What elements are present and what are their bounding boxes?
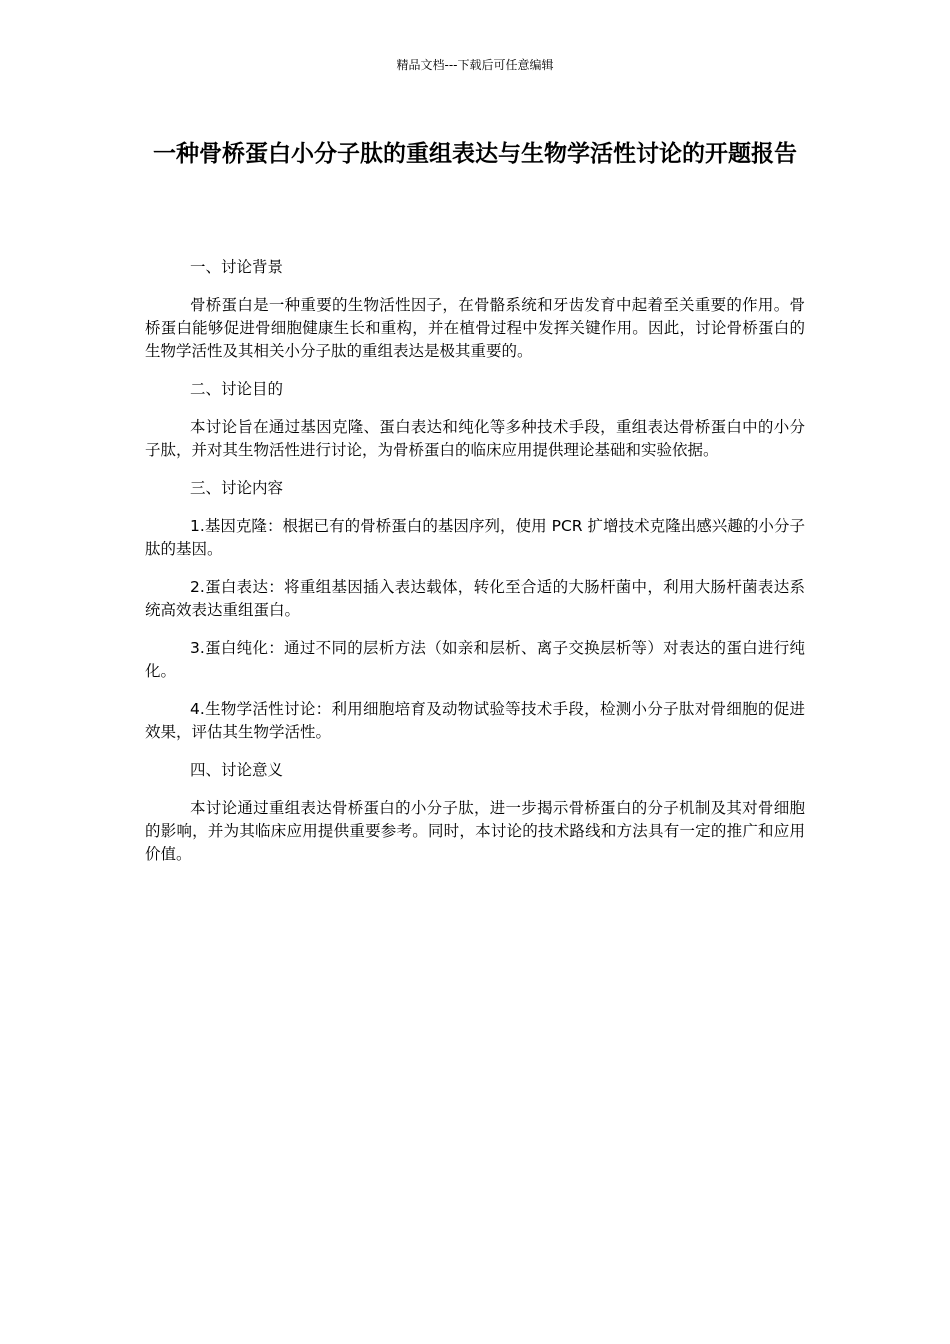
section-heading-purpose: 二、讨论目的 (190, 380, 284, 398)
section-heading-significance: 四、讨论意义 (190, 761, 284, 779)
section-heading-content: 三、讨论内容 (190, 479, 284, 497)
paragraph-purpose: 本讨论旨在通过基因克隆、蛋白表达和纯化等多种技术手段，重组表达骨桥蛋白中的小分子肽，并对其生物活性进行讨论，为骨桥蛋白的临床应用提供理论基础和实验依据。 (145, 418, 805, 459)
document-title: 一种骨桥蛋白小分子肽的重组表达与生物学活性讨论的开题报告 (153, 141, 797, 167)
section-heading-background: 一、讨论背景 (190, 258, 284, 276)
document-body (145, 256, 805, 881)
paragraph-background: 骨桥蛋白是一种重要的生物活性因子，在骨骼系统和牙齿发育中起着至关重要的作用。骨桥蛋白能够促进骨细胞健康生长和重构，并在植骨过程中发挥关键作用。因此，讨论骨桥蛋白的生物学活性及其相关小分子肽的重组表达是极其重要的。 (145, 296, 805, 360)
content-item-bioactivity: 4.生物学活性讨论：利用细胞培育及动物试验等技术手段，检测小分子肽对骨细胞的促进效果，评估其生物学活性。 (145, 700, 805, 741)
content-item-protein-expression: 2.蛋白表达：将重组基因插入表达载体，转化至合适的大肠杆菌中，利用大肠杆菌表达系统高效表达重组蛋白。 (145, 578, 805, 619)
content-item-protein-purification: 3.蛋白纯化：通过不同的层析方法（如亲和层析、离子交换层析等）对表达的蛋白进行纯化。 (145, 639, 805, 680)
content-item-gene-cloning: 1.基因克隆：根据已有的骨桥蛋白的基因序列，使用 PCR 扩增技术克隆出感兴趣的小分子肽的基因。 (145, 517, 805, 558)
paragraph-significance: 本讨论通过重组表达骨桥蛋白的小分子肽，进一步揭示骨桥蛋白的分子机制及其对骨细胞的影响，并为其临床应用提供重要参考。同时，本讨论的技术路线和方法具有一定的推广和应用价值。 (145, 799, 805, 863)
header-note: 精品文档---下载后可任意编辑 (396, 58, 554, 72)
